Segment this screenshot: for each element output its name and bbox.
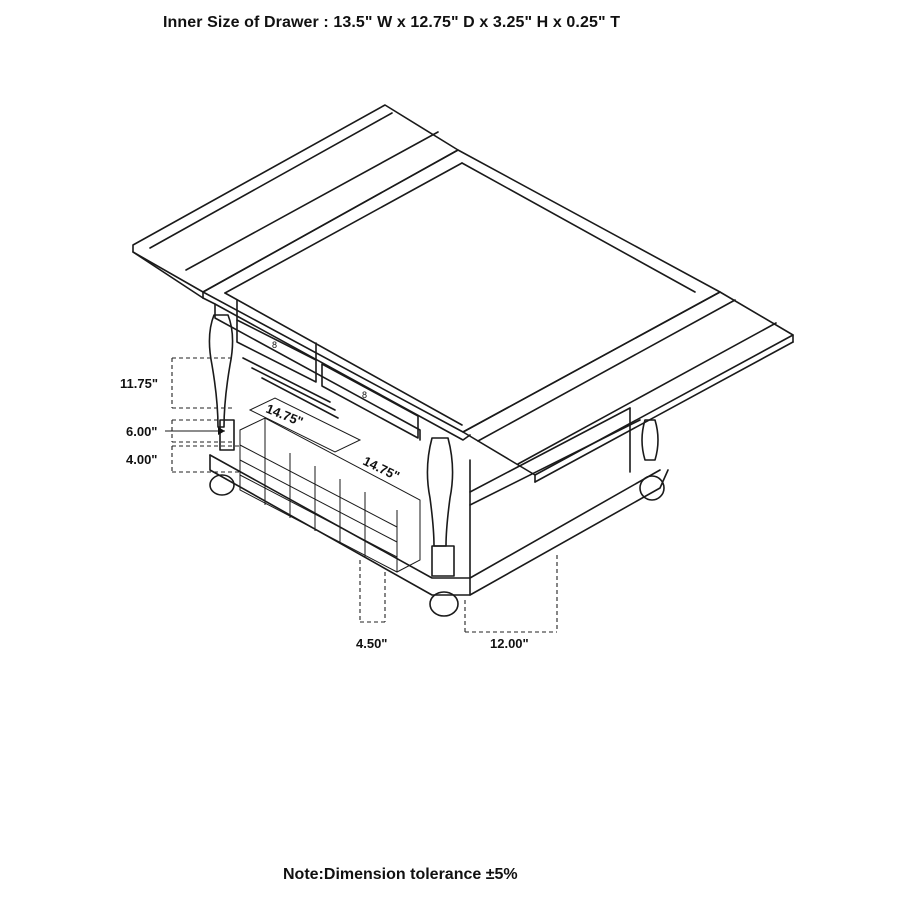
table-top — [133, 105, 793, 482]
center-top — [203, 150, 720, 432]
leg-back-right — [642, 420, 658, 460]
drawer-right — [322, 364, 418, 438]
dimension-label-12-00: 12.00" — [490, 636, 529, 651]
dimension-label-4-00: 4.00" — [126, 452, 158, 467]
right-drop-leaf — [463, 292, 793, 475]
dimension-label-6-00: 6.00" — [126, 424, 158, 439]
svg-text:8: 8 — [272, 340, 278, 350]
base — [210, 408, 668, 595]
leg-front — [427, 438, 452, 546]
svg-text:8: 8 — [362, 390, 368, 400]
dimension-label-4-50: 4.50" — [356, 636, 388, 651]
tolerance-note: Note:Dimension tolerance ±5% — [283, 866, 518, 883]
dimension-label-rack-width: 14.75" — [263, 400, 306, 430]
dimension-label-11-75: 11.75" — [120, 376, 158, 391]
leg-back-left — [209, 315, 232, 427]
left-drop-leaf — [133, 105, 458, 292]
drawer-size-heading: Inner Size of Drawer : 13.5" W x 12.75" D x 3.25" H x 0.25" T — [163, 14, 621, 31]
dimension-label-rack-depth: 14.75" — [360, 453, 403, 484]
